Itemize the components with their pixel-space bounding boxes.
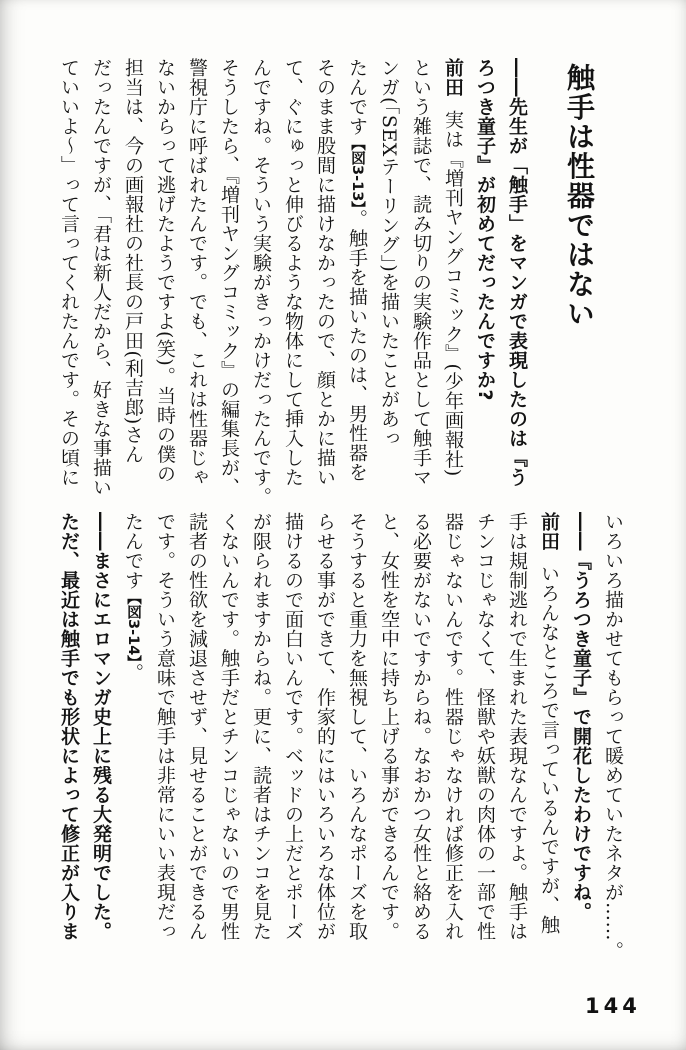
speech-text: 実は『増刊ヤングコミック』(少年画報社)	[442, 110, 464, 477]
text-column: て、ぐにゅっと伸びるような物体にして挿入した	[282, 58, 304, 487]
section-title: 触手は性器ではない	[563, 63, 596, 329]
text-column: ――まさにエロマンガ史上に残る大発明でした。	[90, 512, 112, 941]
figure-reference: 【図3-13】	[349, 136, 365, 209]
speech-text: 。	[122, 662, 144, 683]
text-column: 描けるので面白いんです。ベッドの上だとポーズ	[282, 512, 304, 941]
page-number: 144	[585, 994, 641, 1018]
text-column	[437, 58, 469, 494]
text-column: る必要がないですからね。なおかつ女性と絡める	[410, 512, 432, 941]
text-column: ただ、最近は触手でも形状によって修正が入りま	[58, 512, 80, 941]
text-column: いろいろ描かせてもらって暖めていたネタが……。	[602, 512, 624, 961]
text-column: んですね。そういう実験がきっかけだったんです。	[250, 58, 272, 507]
figure-reference: 【図3-14】	[125, 590, 141, 663]
text-column: そうしたら、『増刊ヤングコミック』の編集長が、	[218, 58, 240, 497]
lower-text-block	[53, 512, 629, 962]
text-column	[117, 512, 149, 962]
text-column: 担当は、今の画報社の社長の戸田(利吉郎)さん	[122, 58, 144, 464]
speaker-name: 前田	[538, 512, 560, 551]
text-column: ンガ(「SEXテーリング」)を描いたことがあっ	[378, 58, 400, 448]
text-column: くないんです。触手だとチンコじゃないので男性	[218, 512, 240, 941]
text-column: と、女性を空中に持ち上げる事ができるんです。	[378, 512, 400, 941]
speech-text: たんです	[346, 58, 368, 136]
text-column: ――『うろつき童子』で開花したわけですね。	[570, 512, 592, 922]
speech-text: たんです	[122, 512, 144, 590]
text-column: ――先生が「触手」をマンガで表現したのは『う	[506, 58, 528, 487]
text-column: が限られますからね。更に、読者はチンコを見た	[250, 512, 272, 941]
text-column: だったんですが、「君は新人だから、好きな事描い	[90, 58, 112, 497]
speech-text: いろんなところで言っているんですが、触	[538, 564, 560, 935]
speaker-name: 前田	[442, 58, 464, 97]
text-column: 警視庁に呼ばれたんです。でも、これは性器じゃ	[186, 58, 208, 487]
upper-text-block	[53, 58, 600, 507]
text-column: です。そういう意味で触手は非常にいい表現だっ	[154, 512, 176, 941]
text-column: ていいよ〜」って言ってくれたんです。その頃に	[58, 58, 80, 487]
text-column	[341, 58, 373, 494]
text-column: らせる事ができて、作家的にはいろいろな体位が	[314, 512, 336, 941]
text-column: チンコじゃなくて、怪獣や妖獣の肉体の一部で性	[474, 512, 496, 941]
text-column: 読者の性欲を減退させず、見せることができるん	[186, 512, 208, 941]
text-column	[533, 512, 565, 962]
text-column: そうすると重力を無視して、いろんなポーズを取	[346, 512, 368, 941]
text-column: 手は規制逃れで生まれた表現なんですよ。触手は	[506, 512, 528, 941]
text-column: ないからって逃げたようですよ(笑)。当時の僕の	[154, 58, 176, 484]
text-column: ろつき童子』が初めてだったんですか?	[474, 58, 496, 402]
text-column: 器じゃないんです。性器じゃなければ修正を入れ	[442, 512, 464, 941]
text-column: そのまま股間に描けなかったので、顔とかに描い	[314, 58, 336, 487]
text-column: という雑誌で、読み切りの実験作品として触手マ	[410, 58, 432, 487]
speech-text: 。触手を描いたのは、男性器を	[346, 208, 368, 482]
